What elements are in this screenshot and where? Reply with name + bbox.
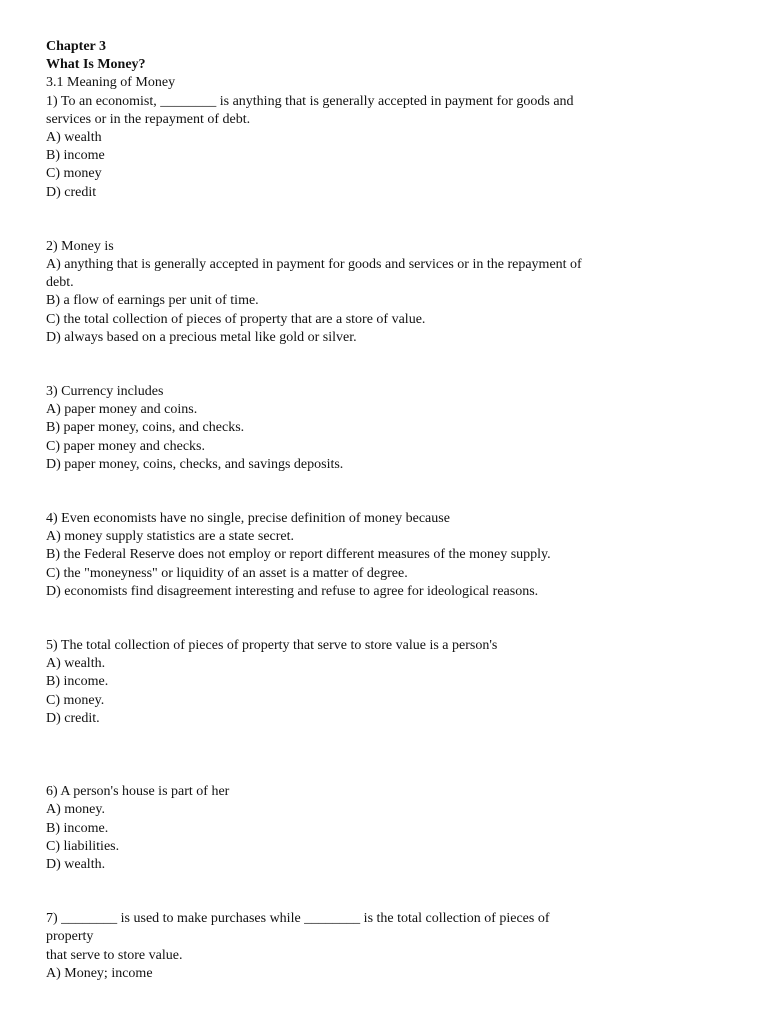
spacer (46, 874, 646, 910)
question-3-option-b: B) paper money, coins, and checks. (46, 420, 245, 436)
question-1-text-line-1: 1) To an economist, ________ is anything that is generally accepted in payment for goods and (46, 93, 574, 109)
question-1-text-line-2: services or in the repayment of debt. (46, 111, 251, 127)
section-heading: 3.1 Meaning of Money (46, 75, 176, 91)
question-7-text-line-2: property (46, 929, 94, 945)
question-2-option-b: B) a flow of earnings per unit of time. (46, 293, 259, 309)
question-4-text-line-1: 4) Even economists have no single, precise definition of money because (46, 511, 450, 527)
question-1 (46, 93, 646, 202)
question-7-text-line-3: that serve to store value. (46, 947, 183, 963)
chapter-title: What Is Money? (46, 57, 146, 73)
spacer (46, 601, 646, 637)
question-2-option-a-line-2: debt. (46, 275, 74, 291)
question-3-option-d: D) paper money, coins, checks, and savings deposits. (46, 456, 344, 472)
spacer (46, 202, 646, 238)
question-4-option-a: A) money supply statistics are a state secret. (46, 529, 295, 545)
question-3-text-line-1: 3) Currency includes (46, 384, 164, 400)
chapter-heading: Chapter 3 (46, 39, 107, 54)
spacer (46, 728, 646, 783)
question-5 (46, 637, 646, 728)
spacer (46, 474, 646, 510)
spacer (46, 347, 646, 383)
question-6-option-a: A) money. (46, 802, 105, 818)
question-2 (46, 238, 646, 347)
question-5-option-b: B) income. (46, 674, 109, 690)
question-7 (46, 910, 646, 983)
question-4-option-b: B) the Federal Reserve does not employ or report different measures of the money supply. (46, 547, 551, 563)
question-2-option-d: D) always based on a precious metal like gold or silver. (46, 329, 357, 345)
question-7-option-a: A) Money; income (46, 965, 153, 981)
question-5-option-a: A) wealth. (46, 656, 106, 672)
question-6-option-c: C) liabilities. (46, 838, 120, 854)
question-6-option-b: B) income. (46, 820, 109, 836)
question-6 (46, 783, 646, 874)
question-1-option-d: D) credit (46, 184, 97, 200)
question-4 (46, 510, 646, 601)
question-3 (46, 383, 646, 474)
question-2-text-line-1: 2) Money is (46, 238, 114, 254)
question-1-option-a: A) wealth (46, 130, 102, 146)
question-1-option-c: C) money (46, 166, 102, 182)
question-5-text-line-1: 5) The total collection of pieces of property that serve to store value is a person's (46, 638, 498, 654)
question-1-option-b: B) income (46, 148, 105, 164)
question-2-option-a-line-1: A) anything that is generally accepted in payment for goods and services or in the repayment of (46, 257, 582, 273)
question-6-text-line-1: 6) A person's house is part of her (46, 784, 230, 800)
document-content (46, 38, 646, 983)
question-5-option-c: C) money. (46, 692, 105, 708)
question-4-option-d: D) economists find disagreement interesting and refuse to agree for ideological reasons. (46, 583, 539, 599)
question-3-option-a: A) paper money and coins. (46, 402, 198, 418)
question-7-text-line-1: 7) ________ is used to make purchases while ________ is the total collection of pieces of (46, 911, 550, 927)
question-5-option-d: D) credit. (46, 710, 100, 726)
question-6-option-d: D) wealth. (46, 856, 106, 872)
question-3-option-c: C) paper money and checks. (46, 438, 205, 454)
question-4-option-c: C) the "moneyness" or liquidity of an asset is a matter of degree. (46, 565, 408, 581)
question-2-option-c: C) the total collection of pieces of property that are a store of value. (46, 311, 426, 327)
